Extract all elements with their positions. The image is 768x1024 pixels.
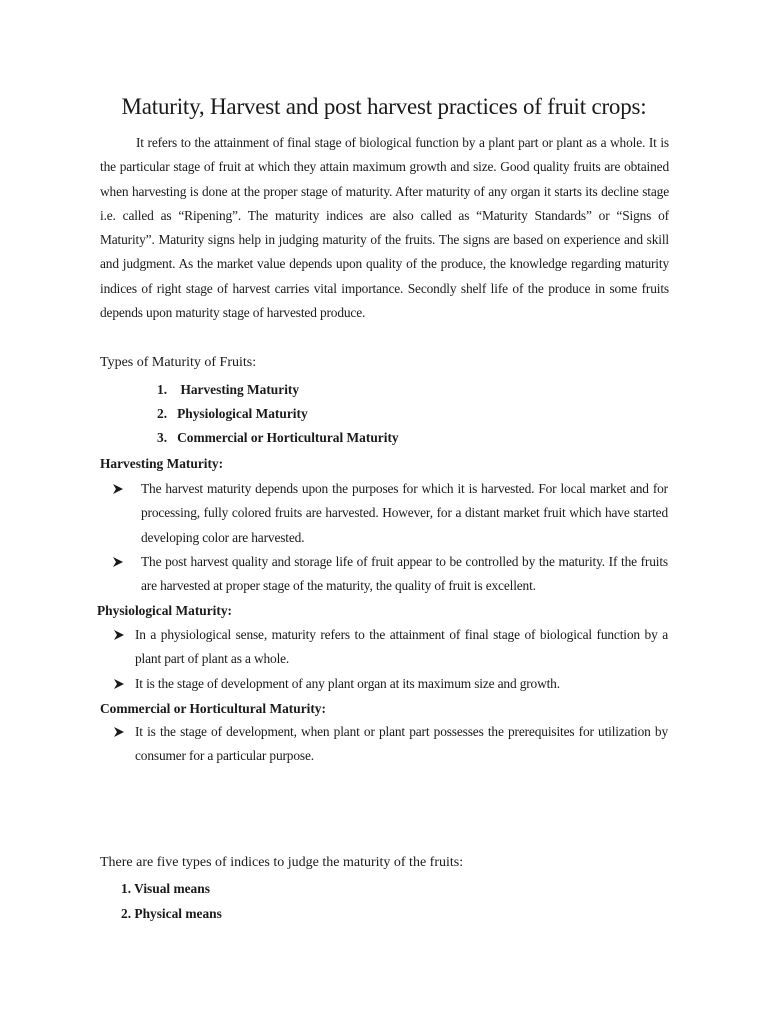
indices-heading: There are five types of indices to judge the maturity of the fruits: [100,855,464,870]
harvesting-maturity-heading: Harvesting Maturity: [100,456,224,471]
types-list-item [157,382,299,398]
types-list-item [157,406,308,422]
arrow-bullet-icon [113,484,123,494]
item-number: 1. [157,382,168,397]
arrow-bullet-icon [114,679,124,689]
indices-list-item: 1. Visual means [121,881,210,896]
physiological-bullet: In a physiological sense, maturity refers to the attainment of final stage of biological function by a plant part of plant as a whole. [135,627,668,667]
types-heading: Types of Maturity of Fruits: [100,355,257,370]
arrow-bullet-icon [113,557,123,567]
page-title: Maturity, Harvest and post harvest practices of fruit crops: [121,94,647,119]
arrow-bullet-icon [114,630,124,640]
item-label: Harvesting Maturity [180,382,300,397]
physiological-bullet: It is the stage of development of any plant organ at its maximum size and growth. [135,676,560,691]
indices-list-item: 2. Physical means [121,906,222,921]
arrow-bullet-icon [114,727,124,737]
item-label: Physiological Maturity [177,406,308,421]
commercial-maturity-heading: Commercial or Horticultural Maturity: [100,701,326,716]
intro-paragraph: It refers to the attainment of final stage of biological function by a plant part or plant as a whole. It is the particular stage of fruit at which they attain maximum growth and size. Good quality fruits are obtained when harvesting is done at the proper stage of maturity. After maturity of any organ it starts its decline stage i.e. called as “Ripening”. The maturity indices are also called as “Maturity Standards” or “Signs of Maturity”. Maturity signs help in judging maturity of the fruits. The signs are based on experience and skill and judgment. As the market value depends upon quality of the produce, the knowledge regarding maturity indices of right stage of harvest carries vital importance. Secondly shelf life of the produce in some fruits depends upon maturity stage of harvested produce. [100,135,669,321]
item-number: 2. [157,406,168,421]
item-label: Commercial or Horticultural Maturity [177,430,399,445]
types-list-item [157,430,399,446]
item-number: 3. [157,430,168,445]
commercial-bullet: It is the stage of development, when plant or plant part possesses the prerequisites for utilization by consumer for a particular purpose. [135,724,668,764]
harvesting-bullet: The harvest maturity depends upon the purposes for which it is harvested. For local market and for processing, fully colored fruits are harvested. However, for a distant market fruit which have started developing color are harvested. [141,481,668,545]
harvesting-bullet: The post harvest quality and storage life of fruit appear to be controlled by the maturity. If the fruits are harvested at proper stage of the maturity, the quality of fruit is excellent. [141,554,668,594]
physiological-maturity-heading: Physiological Maturity: [97,603,233,618]
